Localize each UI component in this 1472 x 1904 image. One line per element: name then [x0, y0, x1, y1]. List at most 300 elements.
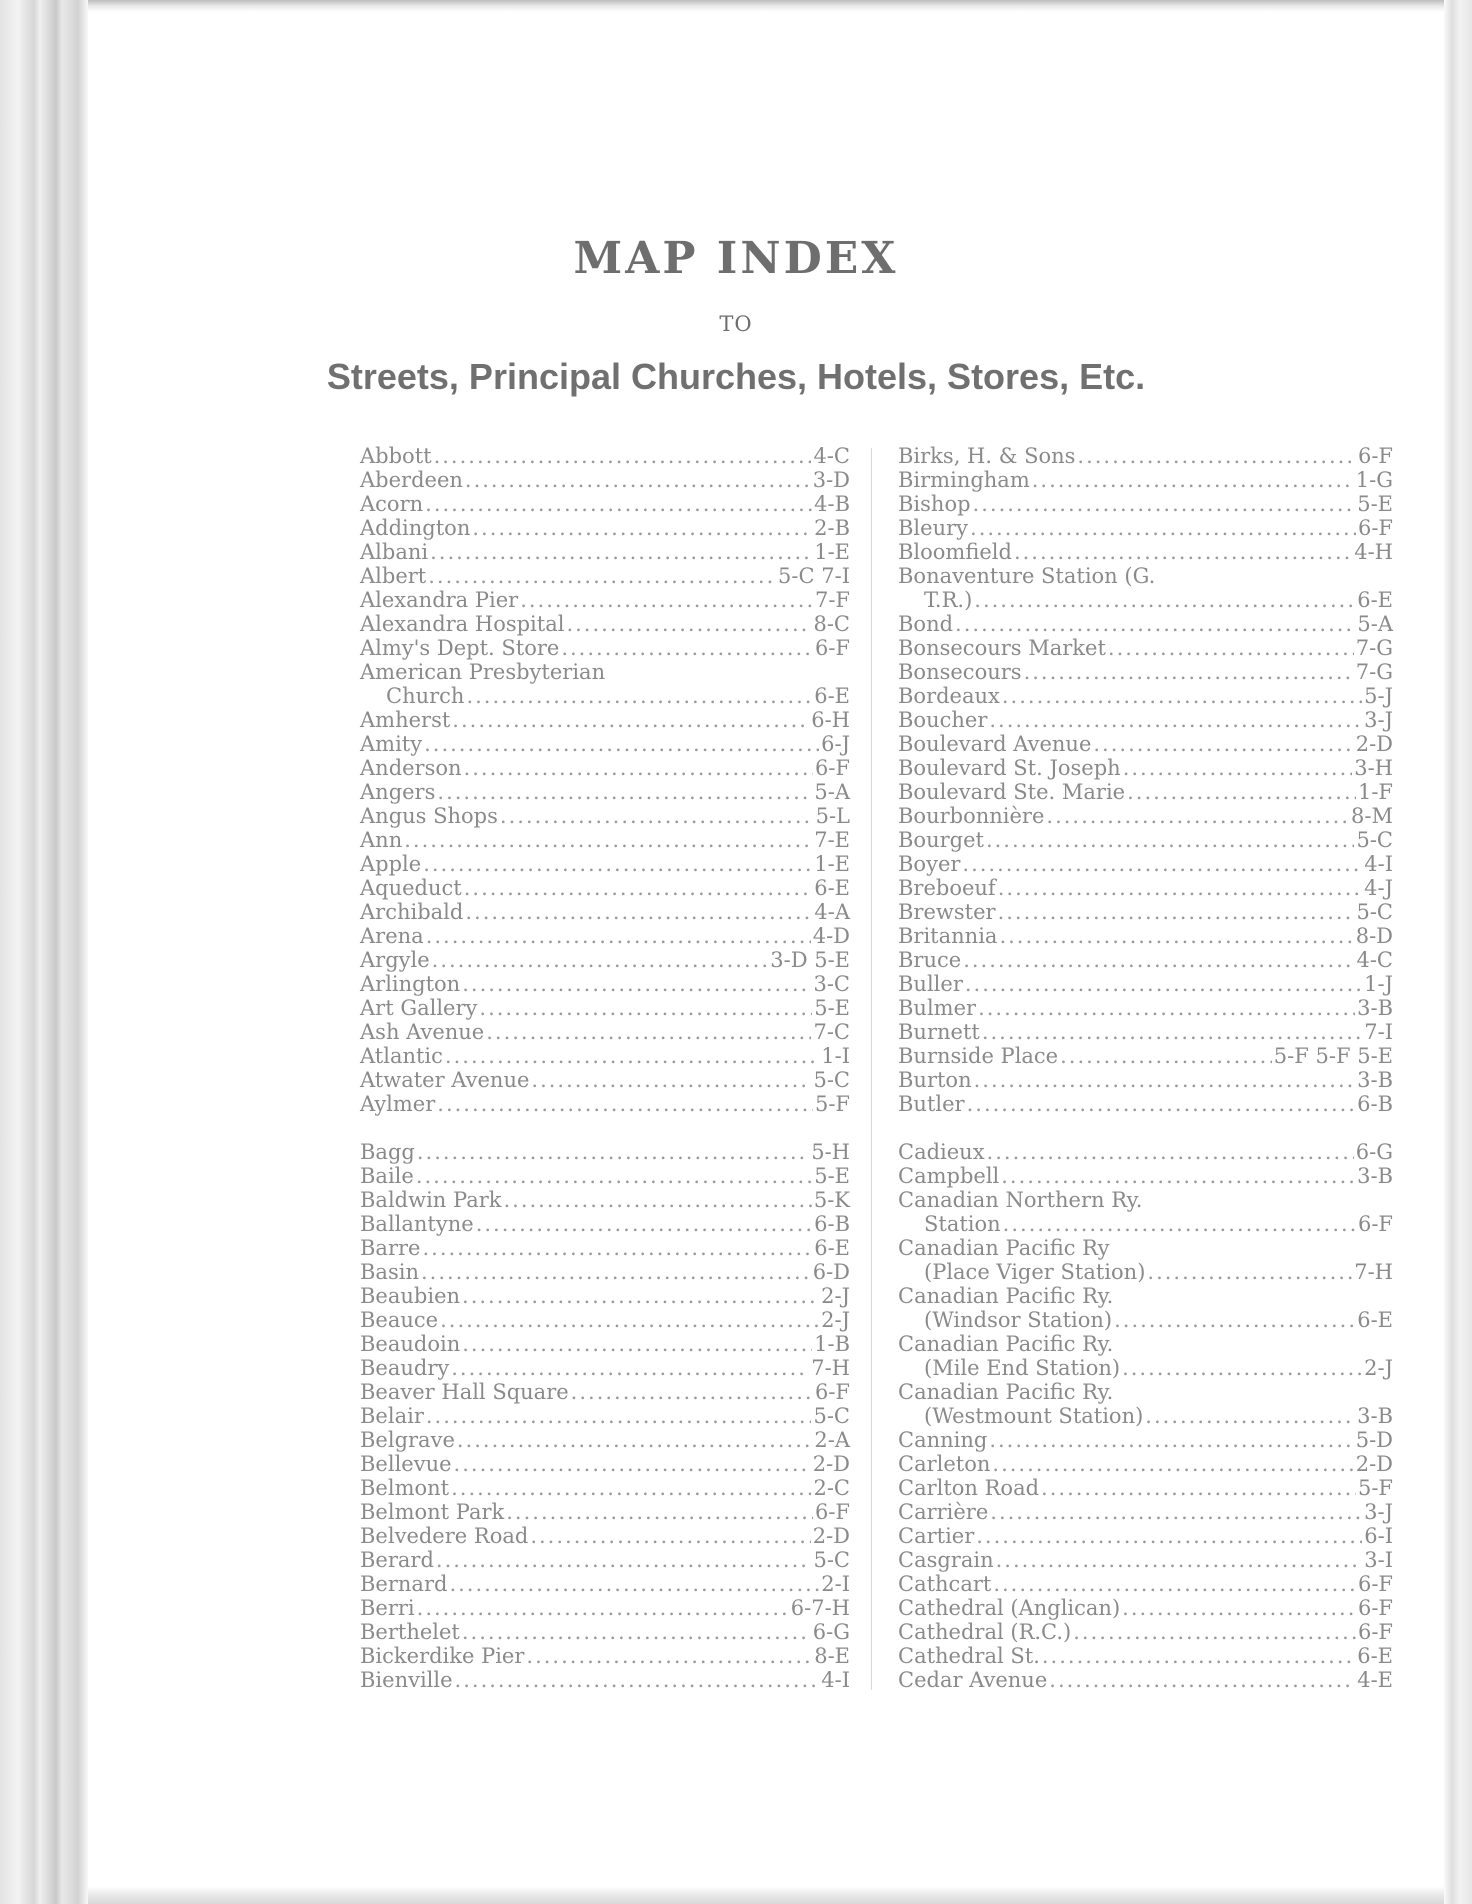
map-grid-reference: 6-E: [814, 876, 850, 900]
title-connector: TO: [719, 312, 753, 336]
entry-name: Canadian Pacific Ry.: [898, 1380, 1114, 1404]
dot-leader: [1108, 636, 1354, 660]
map-grid-reference: 7-H: [811, 1356, 850, 1380]
entry-name: Boulevard St. Joseph: [898, 756, 1121, 780]
dot-leader: [457, 1428, 813, 1452]
entry-name: Bonsecours: [898, 660, 1022, 684]
entry-name: Basin: [360, 1260, 419, 1284]
entry-name: (Westmount Station): [924, 1404, 1144, 1428]
index-entry: [360, 1596, 850, 1620]
index-entry: [898, 756, 1393, 780]
map-grid-reference: 1-E: [814, 852, 850, 876]
dot-leader: [437, 1092, 813, 1116]
entry-name: Bourget: [898, 828, 984, 852]
entry-name: Boulevard Avenue: [898, 732, 1092, 756]
index-entry: [898, 588, 1393, 612]
entry-name: Belair: [360, 1404, 424, 1428]
dot-leader: [978, 996, 1355, 1020]
index-entry: [360, 516, 850, 540]
map-grid-reference: 5-J: [1364, 684, 1393, 708]
entry-name: Bourbonnière: [898, 804, 1045, 828]
dot-leader: [1001, 1164, 1355, 1188]
entry-name: Angus Shops: [360, 804, 498, 828]
index-entry: [360, 780, 850, 804]
index-entry: [360, 1452, 850, 1476]
dot-leader: [426, 924, 811, 948]
scan-right-edge: [1444, 0, 1472, 1904]
map-grid-reference: 6-H: [811, 708, 850, 732]
entry-name: Albani: [360, 540, 429, 564]
entry-name: Ballantyne: [360, 1212, 474, 1236]
dot-leader: [566, 612, 811, 636]
index-entry: [360, 1548, 850, 1572]
index-column-left: [360, 444, 850, 1692]
index-entry: [360, 540, 850, 564]
entry-name: Ann: [360, 828, 403, 852]
dot-leader: [965, 972, 1362, 996]
entry-name: Cathedral (R.C.): [898, 1620, 1072, 1644]
dot-leader: [1046, 804, 1349, 828]
map-grid-reference: 2-D: [812, 1452, 850, 1476]
entry-name: American Presbyterian: [360, 660, 606, 684]
entry-name: Carleton: [898, 1452, 991, 1476]
scan-binding-edge: [0, 0, 88, 1904]
entry-name: Station: [924, 1212, 1001, 1236]
map-grid-reference: 3-J: [1364, 1500, 1393, 1524]
index-entry: [360, 900, 850, 924]
dot-leader: [976, 1524, 1362, 1548]
entry-name: Abbott: [360, 444, 432, 468]
map-grid-reference: 2-I: [821, 1572, 850, 1596]
index-entry: [898, 1356, 1393, 1380]
entry-name: Belmont: [360, 1476, 450, 1500]
index-entry: [360, 876, 850, 900]
entry-name: Beauce: [360, 1308, 439, 1332]
index-entry: [898, 1020, 1393, 1044]
index-entry: [360, 1044, 850, 1068]
dot-leader: [454, 1452, 811, 1476]
dot-leader: [503, 1188, 811, 1212]
dot-leader: [1114, 1308, 1355, 1332]
entry-name: Church: [386, 684, 465, 708]
map-grid-reference: 6-J: [821, 732, 850, 756]
dot-leader: [506, 1500, 813, 1524]
entry-name: Boulevard Ste. Marie: [898, 780, 1126, 804]
index-entry: [898, 1428, 1393, 1452]
entry-name: Canadian Pacific Ry.: [898, 1284, 1114, 1308]
map-grid-reference: 5-E: [814, 996, 850, 1020]
index-entry: [898, 804, 1393, 828]
dot-leader: [990, 1500, 1362, 1524]
index-entry: [898, 1524, 1393, 1548]
entry-name: Arlington: [360, 972, 461, 996]
index-entry: [898, 972, 1393, 996]
dot-leader: [476, 1212, 812, 1236]
map-grid-reference: 6-E: [814, 1236, 850, 1260]
entry-name: Almy's Dept. Store: [360, 636, 560, 660]
map-grid-reference: 6-F: [1357, 1620, 1393, 1644]
map-grid-reference: 8-D: [1355, 924, 1393, 948]
entry-name: Breboeuf: [898, 876, 996, 900]
index-entry: [360, 756, 850, 780]
map-grid-reference: 5-F 5-F 5-E: [1273, 1044, 1393, 1068]
dot-leader: [486, 1020, 811, 1044]
map-grid-reference: 4-I: [1364, 852, 1393, 876]
entry-name: Atlantic: [360, 1044, 443, 1068]
index-entry: [898, 612, 1393, 636]
index-entry: [360, 1404, 850, 1428]
map-grid-reference: 5-C: [813, 1548, 850, 1572]
entry-name: Boyer: [898, 852, 961, 876]
index-entry: [898, 780, 1393, 804]
entry-name: Burnside Place: [898, 1044, 1059, 1068]
dot-leader: [962, 852, 1362, 876]
map-grid-reference: 2-D: [1355, 732, 1393, 756]
entry-name: Cartier: [898, 1524, 975, 1548]
index-entry: [360, 1644, 850, 1668]
map-grid-reference: 6-I: [1364, 1524, 1393, 1548]
dot-leader: [417, 1596, 789, 1620]
entry-name: Bruce: [898, 948, 962, 972]
index-entry: [360, 1428, 850, 1452]
map-grid-reference: 5-H: [811, 1140, 850, 1164]
entry-name: Birks, H. & Sons: [898, 444, 1076, 468]
map-grid-reference: 4-C: [1356, 948, 1393, 972]
map-grid-reference: 1-G: [1355, 468, 1393, 492]
entry-name: Burton: [898, 1068, 972, 1092]
entry-name: Cedar Avenue: [898, 1668, 1048, 1692]
index-entry: [898, 900, 1393, 924]
dot-leader: [955, 612, 1355, 636]
dot-leader: [464, 876, 812, 900]
map-grid-reference: 7-E: [814, 828, 850, 852]
dot-leader: [464, 756, 813, 780]
dot-leader: [998, 900, 1355, 924]
index-entry: [360, 564, 850, 588]
entry-name: Berthelet: [360, 1620, 460, 1644]
entry-name: Buller: [898, 972, 963, 996]
index-entry: [898, 1236, 1393, 1260]
index-entry: [360, 1668, 850, 1692]
map-grid-reference: 1-B: [814, 1332, 850, 1356]
index-entry: [360, 732, 850, 756]
entry-name: Cathedral (Anglican): [898, 1596, 1121, 1620]
entry-name: Bleury: [898, 516, 969, 540]
index-entry: [898, 828, 1393, 852]
dot-leader: [434, 444, 812, 468]
index-entry: [898, 852, 1393, 876]
index-entry: [898, 636, 1393, 660]
entry-name: Carlton Road: [898, 1476, 1040, 1500]
dot-leader: [1145, 1404, 1355, 1428]
index-entry: [360, 660, 850, 684]
map-grid-reference: 8-E: [814, 1644, 850, 1668]
entry-name: Butler: [898, 1092, 965, 1116]
index-entry: [360, 1068, 850, 1092]
index-entry: [360, 1356, 850, 1380]
map-grid-reference: 5-F: [814, 1092, 850, 1116]
map-grid-reference: 2-D: [812, 1524, 850, 1548]
index-entry: [360, 1500, 850, 1524]
entry-name: Bonsecours Market: [898, 636, 1106, 660]
entry-name: Archibald: [360, 900, 464, 924]
index-entry: [360, 1380, 850, 1404]
index-entry: [360, 1164, 850, 1188]
index-entry: [360, 996, 850, 1020]
entry-name: Berard: [360, 1548, 434, 1572]
entry-name: Bulmer: [898, 996, 977, 1020]
map-grid-reference: 3-J: [1364, 708, 1393, 732]
index-entry: [898, 1140, 1393, 1164]
dot-leader: [998, 876, 1362, 900]
dot-leader: [1003, 1212, 1356, 1236]
entry-name: Brewster: [898, 900, 996, 924]
entry-name: Aylmer: [360, 1092, 436, 1116]
dot-leader: [451, 1356, 809, 1380]
index-entry: [360, 804, 850, 828]
entry-name: Atwater Avenue: [360, 1068, 530, 1092]
dot-leader: [455, 1668, 820, 1692]
dot-leader: [432, 948, 769, 972]
index-entry: [898, 996, 1393, 1020]
map-grid-reference: 6-F: [814, 1380, 850, 1404]
map-grid-reference: 6-B: [814, 1212, 850, 1236]
index-entry: [360, 444, 850, 468]
entry-name: Belvedere Road: [360, 1524, 529, 1548]
dot-leader: [1042, 1644, 1355, 1668]
map-grid-reference: 6-G: [812, 1620, 850, 1644]
map-grid-reference: 3-H: [1354, 756, 1393, 780]
scan-bottom-edge: [88, 1886, 1444, 1904]
index-entry: [360, 948, 850, 972]
map-grid-reference: 5-A: [814, 780, 850, 804]
index-entry: [360, 1284, 850, 1308]
map-grid-reference: 3-D 5-E: [770, 948, 850, 972]
map-grid-reference: 6-E: [1357, 1644, 1393, 1668]
map-grid-reference: 6-F: [1357, 1596, 1393, 1620]
index-entry: [360, 1260, 850, 1284]
map-grid-reference: 5-C: [1356, 900, 1393, 924]
dot-leader: [531, 1068, 811, 1092]
index-entry: [898, 444, 1393, 468]
entry-name: Campbell: [898, 1164, 1000, 1188]
entry-name: Carrière: [898, 1500, 989, 1524]
map-grid-reference: 4-C: [813, 444, 850, 468]
entry-name: Bordeaux: [898, 684, 1000, 708]
map-grid-reference: 6-F: [1357, 1212, 1393, 1236]
dot-leader: [993, 1572, 1356, 1596]
dot-leader: [462, 972, 811, 996]
dot-leader: [452, 708, 809, 732]
entry-name: (Mile End Station): [924, 1356, 1121, 1380]
index-entry: [898, 1092, 1393, 1116]
dot-leader: [970, 516, 1356, 540]
index-entry: [360, 1236, 850, 1260]
map-grid-reference: 6-F: [814, 756, 850, 780]
entry-name: Bellevue: [360, 1452, 452, 1476]
map-grid-reference: 2-B: [814, 516, 850, 540]
index-entry: [898, 1572, 1393, 1596]
map-grid-reference: 3-B: [1357, 996, 1393, 1020]
entry-name: Burnett: [898, 1020, 980, 1044]
entry-name: Art Gallery: [360, 996, 478, 1020]
entry-name: Baldwin Park: [360, 1188, 502, 1212]
dot-leader: [974, 1068, 1356, 1092]
index-entry: [360, 708, 850, 732]
index-entry: [898, 1452, 1393, 1476]
entry-name: Beaudry: [360, 1356, 450, 1380]
dot-leader: [973, 492, 1356, 516]
entry-name: Canadian Pacific Ry: [898, 1236, 1110, 1260]
dot-leader: [430, 540, 812, 564]
dot-leader: [404, 828, 812, 852]
dot-leader: [986, 828, 1355, 852]
entry-name: Anderson: [360, 756, 462, 780]
dot-leader: [963, 948, 1354, 972]
map-grid-reference: 5-F: [1357, 1476, 1393, 1500]
dot-leader: [1049, 1668, 1355, 1692]
index-entry: [898, 516, 1393, 540]
entry-name: Baile: [360, 1164, 414, 1188]
map-grid-reference: 8-M: [1351, 804, 1393, 828]
index-entry: [898, 1476, 1393, 1500]
map-grid-reference: 3-C: [813, 972, 850, 996]
dot-leader: [1002, 684, 1362, 708]
index-entry: [898, 492, 1393, 516]
dot-leader: [422, 1236, 812, 1260]
dot-leader: [416, 1164, 812, 1188]
dot-leader: [1147, 1260, 1352, 1284]
entry-name: Bickerdike Pier: [360, 1644, 525, 1668]
map-grid-reference: 7-F: [814, 588, 850, 612]
map-grid-reference: 4-E: [1357, 1668, 1393, 1692]
dot-leader: [479, 996, 812, 1020]
map-grid-reference: 8-C: [813, 612, 850, 636]
map-grid-reference: 5-K: [813, 1188, 850, 1212]
dot-leader: [424, 732, 819, 756]
entry-name: (Place Viger Station): [924, 1260, 1146, 1284]
dot-leader: [1077, 444, 1356, 468]
entry-name: Casgrain: [898, 1548, 994, 1572]
map-grid-reference: 6-F: [1357, 444, 1393, 468]
index-entry: [360, 1332, 850, 1356]
entry-name: Canning: [898, 1428, 988, 1452]
index-entry: [360, 1212, 850, 1236]
dot-leader: [1032, 468, 1354, 492]
index-entry: [360, 612, 850, 636]
dot-leader: [1122, 1356, 1362, 1380]
entry-name: Bonaventure Station (G.: [898, 564, 1156, 588]
entry-name: Argyle: [360, 948, 430, 972]
entry-name: Cathcart: [898, 1572, 992, 1596]
entry-name: T.R.): [924, 588, 973, 612]
index-entry: [898, 1548, 1393, 1572]
index-entry: [360, 1092, 850, 1116]
map-grid-reference: 3-B: [1357, 1404, 1393, 1428]
dot-leader: [1014, 540, 1352, 564]
dot-leader: [500, 804, 814, 828]
map-grid-reference: 3-B: [1357, 1068, 1393, 1092]
entry-name: Birmingham: [898, 468, 1030, 492]
dot-leader: [1127, 780, 1356, 804]
dot-leader: [462, 1620, 811, 1644]
map-grid-reference: 2-D: [1355, 1452, 1393, 1476]
map-grid-reference: 3-B: [1357, 1164, 1393, 1188]
index-entry: [898, 732, 1393, 756]
map-grid-reference: 6-F: [1357, 516, 1393, 540]
map-grid-reference: 3-D: [812, 468, 850, 492]
index-entry: [898, 1620, 1393, 1644]
section-gap: [898, 1116, 1393, 1140]
entry-name: Amity: [360, 732, 423, 756]
dot-leader: [974, 588, 1355, 612]
dot-leader: [520, 588, 813, 612]
index-entry: [898, 1044, 1393, 1068]
index-entry: [898, 540, 1393, 564]
map-grid-reference: 5-D: [1355, 1428, 1393, 1452]
map-grid-reference: 4-H: [1354, 540, 1393, 564]
map-grid-reference: 2-J: [1364, 1356, 1393, 1380]
map-grid-reference: 6-D: [812, 1260, 850, 1284]
dot-leader: [428, 564, 776, 588]
index-entry: [898, 708, 1393, 732]
map-grid-reference: 5-C: [1356, 828, 1393, 852]
entry-name: Aqueduct: [360, 876, 462, 900]
map-grid-reference: 7-I: [1364, 1020, 1393, 1044]
entry-name: Addington: [360, 516, 471, 540]
entry-name: Acorn: [360, 492, 424, 516]
index-entry: [898, 924, 1393, 948]
index-entry: [360, 852, 850, 876]
dot-leader: [989, 708, 1362, 732]
index-entry: [898, 1644, 1393, 1668]
dot-leader: [1041, 1476, 1356, 1500]
map-grid-reference: 4-I: [821, 1668, 850, 1692]
index-entry: [898, 1188, 1393, 1212]
dot-leader: [423, 852, 812, 876]
index-entry: [360, 1572, 850, 1596]
index-entry: [898, 684, 1393, 708]
dot-leader: [526, 1644, 812, 1668]
page-title: MAP INDEX: [573, 233, 899, 284]
scan-top-edge: [88, 0, 1444, 12]
map-grid-reference: 5-L: [815, 804, 850, 828]
index-entry: [898, 1308, 1393, 1332]
dot-leader: [1073, 1620, 1356, 1644]
map-grid-reference: 6-B: [1357, 1092, 1393, 1116]
dot-leader: [1060, 1044, 1272, 1068]
dot-leader: [561, 636, 813, 660]
index-entry: [898, 1212, 1393, 1236]
index-entry: [360, 1476, 850, 1500]
index-entry: [898, 468, 1393, 492]
index-entry: [360, 1188, 850, 1212]
entry-name: Boucher: [898, 708, 988, 732]
entry-name: Canadian Northern Ry.: [898, 1188, 1143, 1212]
map-grid-reference: 7-C: [813, 1020, 850, 1044]
map-grid-reference: 5-E: [814, 1164, 850, 1188]
index-entry: [898, 876, 1393, 900]
entry-name: Beaver Hall Square: [360, 1380, 569, 1404]
map-grid-reference: 1-J: [1364, 972, 1393, 996]
index-entry: [898, 1596, 1393, 1620]
map-grid-reference: 1-E: [814, 540, 850, 564]
entry-name: Alexandra Pier: [360, 588, 519, 612]
map-grid-reference: 6-E: [1357, 588, 1393, 612]
dot-leader: [462, 1332, 812, 1356]
entry-name: (Windsor Station): [924, 1308, 1113, 1332]
entry-name: Bishop: [898, 492, 971, 516]
